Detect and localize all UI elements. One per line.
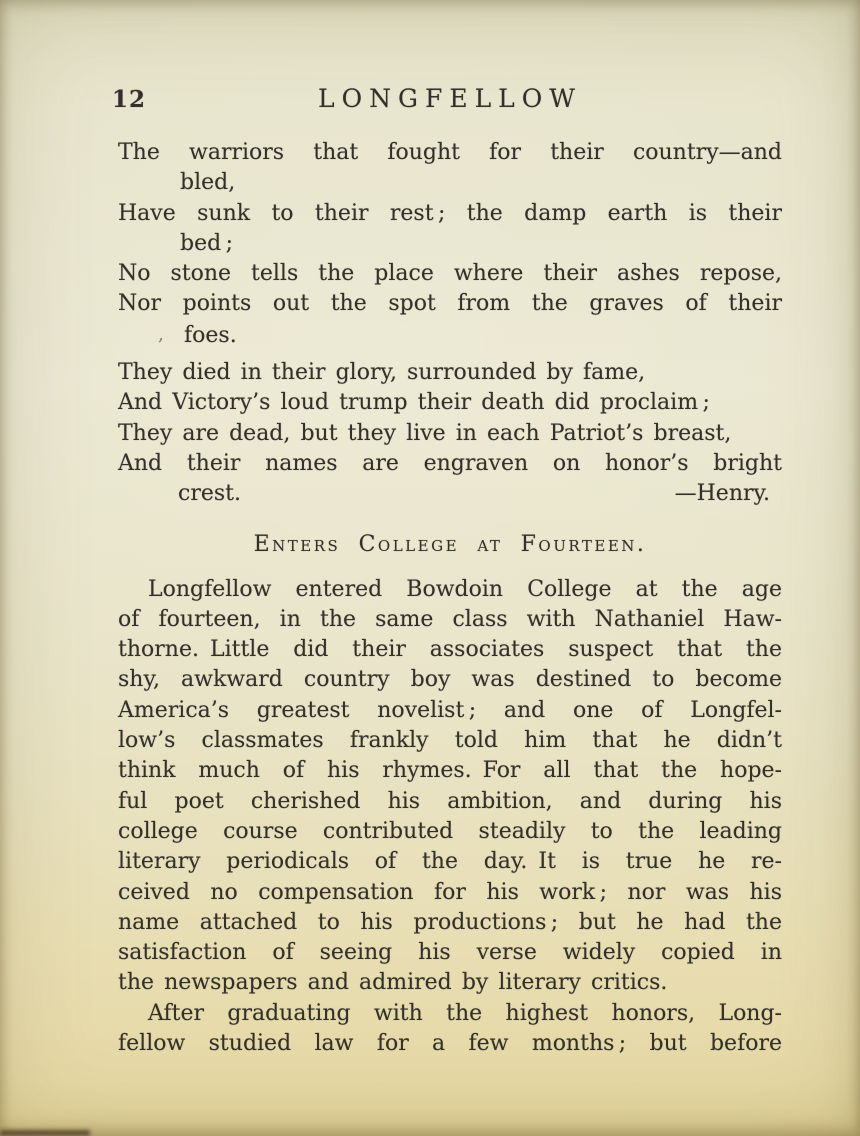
text-line: of fourteen, in the same class with Nathaniel Haw- bbox=[118, 606, 782, 632]
body-paragraph-2 bbox=[118, 999, 782, 1060]
ink-speck: ‚ bbox=[158, 323, 164, 345]
text-line: America’s greatest novelist ; and one of Longfel- bbox=[118, 697, 782, 723]
poem-excerpt bbox=[118, 138, 782, 510]
page-number: 12 bbox=[112, 86, 147, 113]
text-line: fellow studied law for a few months ; but before bbox=[118, 1031, 782, 1057]
section-heading: Enters College at Fourteen. bbox=[253, 531, 647, 557]
body-paragraph-1 bbox=[118, 575, 782, 999]
text-line: think much of his rhymes. For all that the hope- bbox=[118, 758, 782, 784]
text-line: literary periodicals of the day. It is true he re- bbox=[118, 849, 782, 875]
text-line: name attached to his productions ; but he had the bbox=[118, 909, 782, 935]
text-line: ceived no compensation for his work ; nor was his bbox=[118, 879, 782, 905]
poem-line: They are dead, but they live in each Patriot’s breast, bbox=[118, 420, 732, 446]
text-line: shy, awkward country boy was destined to become bbox=[118, 667, 782, 693]
poem-line: No stone tells the place where their ashes repose, bbox=[118, 261, 782, 287]
text-line: low’s classmates frankly told him that he didn’t bbox=[118, 728, 782, 754]
poem-stanza-2 bbox=[118, 358, 782, 479]
running-head: LONGFELLOW bbox=[318, 84, 582, 113]
text-line: satisfaction of seeing his verse widely copied in bbox=[118, 940, 782, 966]
poem-line: Have sunk to their rest ; the damp earth is their bbox=[118, 200, 782, 226]
poem-line: bed ; bbox=[180, 230, 233, 256]
poem-line: And their names are engraven on honor’s bright bbox=[118, 450, 782, 476]
text-line: the newspapers and admired by literary critics. bbox=[118, 970, 668, 996]
poem-final-line: crest. bbox=[178, 481, 241, 507]
poem-final-line-row bbox=[118, 479, 782, 509]
text-line: Longfellow entered Bowdoin College at the age bbox=[148, 576, 782, 602]
text-line: thorne. Little did their associates suspect that the bbox=[118, 637, 782, 663]
poem-line: ‚ foes. bbox=[118, 320, 782, 350]
poem-line: The warriors that fought for their country—and bbox=[118, 140, 782, 165]
poem-line: bled, bbox=[180, 170, 236, 196]
page-header bbox=[112, 84, 782, 114]
text-line: ful poet cherished his ambition, and during his bbox=[118, 788, 782, 814]
poem-attribution: —Henry. bbox=[674, 481, 770, 507]
poem-line: They died in their glory, surrounded by fame, bbox=[118, 360, 646, 386]
poem-line: Nor points out the spot from the graves of their bbox=[118, 291, 782, 317]
poem-stanza-1 bbox=[118, 138, 782, 350]
text-line: After graduating with the highest honors, Long- bbox=[148, 1000, 782, 1026]
text-line: college course contributed steadily to the leading bbox=[118, 818, 782, 844]
poem-line: And Victory’s loud trump their death did proclaim ; bbox=[118, 390, 710, 416]
